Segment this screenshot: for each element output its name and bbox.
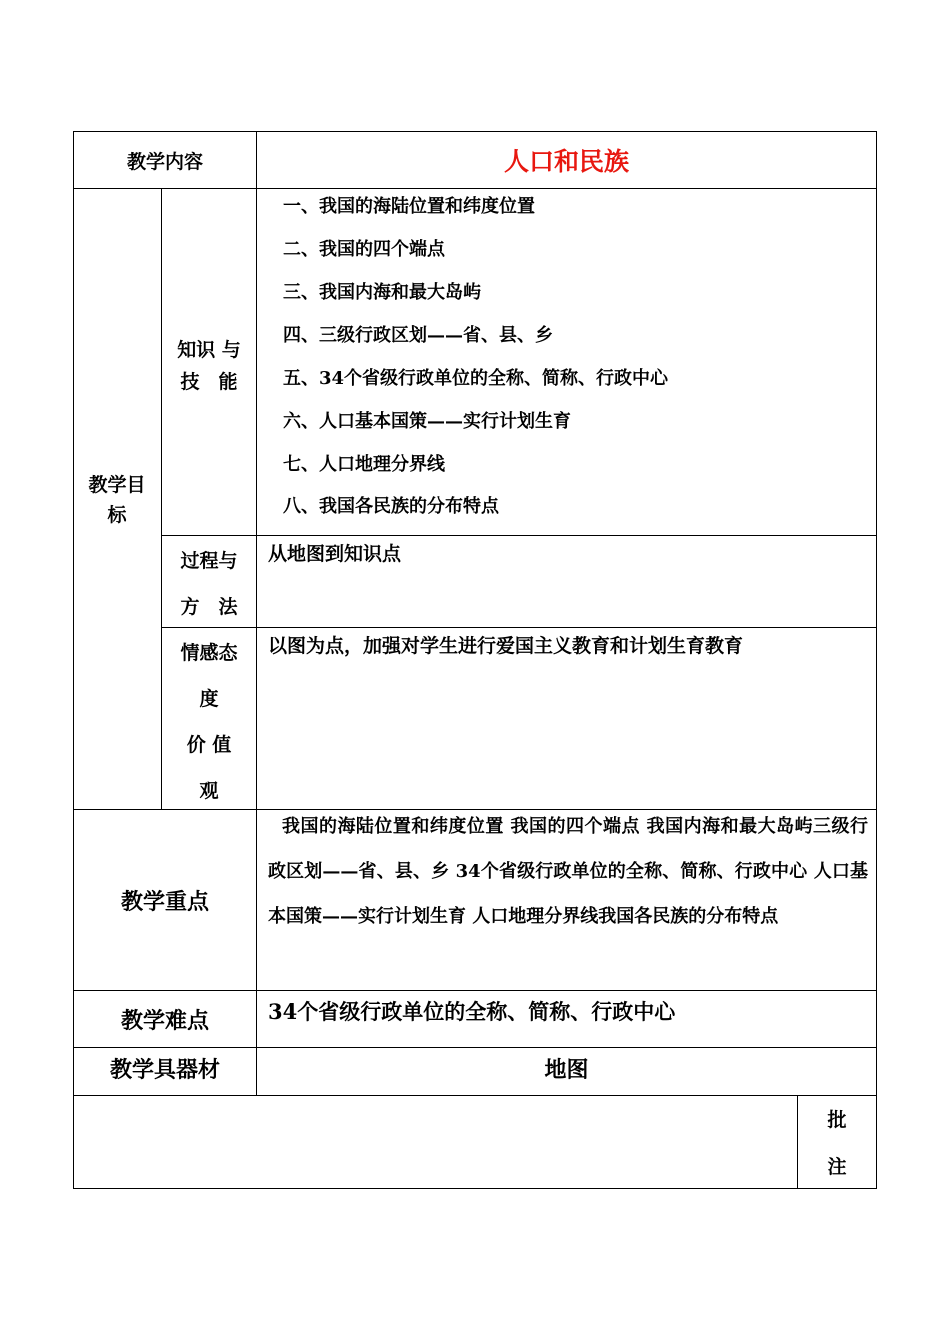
objectives-label [84, 468, 150, 532]
equipment-text-value: 地图 [544, 1056, 589, 1083]
knowledge-item: 三、我国内海和最大岛屿 [283, 282, 481, 303]
equipment-label-text: 教学具器材 [109, 1056, 220, 1083]
notes-label [798, 1097, 876, 1191]
emotion-label-line1: 情感态 [180, 642, 238, 664]
notes-label-line1: 批 [827, 1109, 847, 1131]
key-points-label [74, 810, 256, 990]
lesson-title [257, 132, 876, 188]
equipment-label [74, 1048, 256, 1088]
knowledge-item: 八、我国各民族的分布特点 [283, 496, 499, 517]
content-label-text: 教学内容 [126, 150, 203, 173]
emotion-label-line2: 度 [199, 688, 219, 710]
knowledge-label-line1: 知识 与 [177, 339, 241, 361]
knowledge-label-line2: 技 能 [180, 371, 238, 393]
row-divider [73, 1095, 877, 1096]
knowledge-item: 二、我国的四个端点 [283, 239, 445, 260]
difficulties-text: 34个省级行政单位的全称、简称、行政中心 [268, 999, 676, 1024]
row-divider [161, 627, 877, 628]
column-divider [256, 131, 257, 1096]
row-divider [73, 188, 877, 189]
objectives-label-text: 教学目标 [88, 474, 146, 526]
knowledge-item: 七、人口地理分界线 [283, 454, 445, 475]
emotion-label-line4: 观 [199, 780, 219, 802]
knowledge-item: 一、我国的海陆位置和纬度位置 [283, 196, 535, 217]
process-label-line2: 方 法 [180, 596, 238, 618]
process-text: 从地图到知识点 [268, 543, 402, 565]
knowledge-label [168, 334, 250, 398]
key-points-text: 我国的海陆位置和纬度位置 我国的四个端点 我国内海和最大岛屿三级行政区划——省、县、乡 34个省级行政单位的全称、简称、行政中心 人口基本国策——实行计划生育 人口地理分界线我国各民族的分布特点 [268, 816, 868, 927]
emotion-text: 以图为点，加强对学生进行爱国主义教育和计划生育教育 [268, 635, 744, 657]
emotion-label-line3: 价 值 [186, 734, 232, 756]
table-border-right [876, 131, 877, 1189]
emotion-label [168, 630, 250, 814]
notes-label-line2: 注 [827, 1156, 847, 1178]
difficulties-label [74, 991, 256, 1047]
process-label [168, 538, 250, 630]
content-label [74, 132, 256, 188]
table-border-bottom [73, 1188, 877, 1189]
row-divider [161, 535, 877, 536]
column-divider [161, 188, 162, 810]
key-points-label-text: 教学重点 [120, 888, 209, 915]
difficulties-label-text: 教学难点 [120, 1007, 209, 1034]
lesson-title-text: 人口和民族 [503, 147, 629, 176]
knowledge-item: 五、34个省级行政单位的全称、简称、行政中心 [283, 368, 669, 389]
equipment-text [257, 1048, 876, 1088]
knowledge-item: 六、人口基本国策——实行计划生育 [283, 411, 571, 432]
knowledge-item: 四、三级行政区划——省、县、乡 [283, 325, 553, 346]
process-label-line1: 过程与 [180, 550, 238, 572]
